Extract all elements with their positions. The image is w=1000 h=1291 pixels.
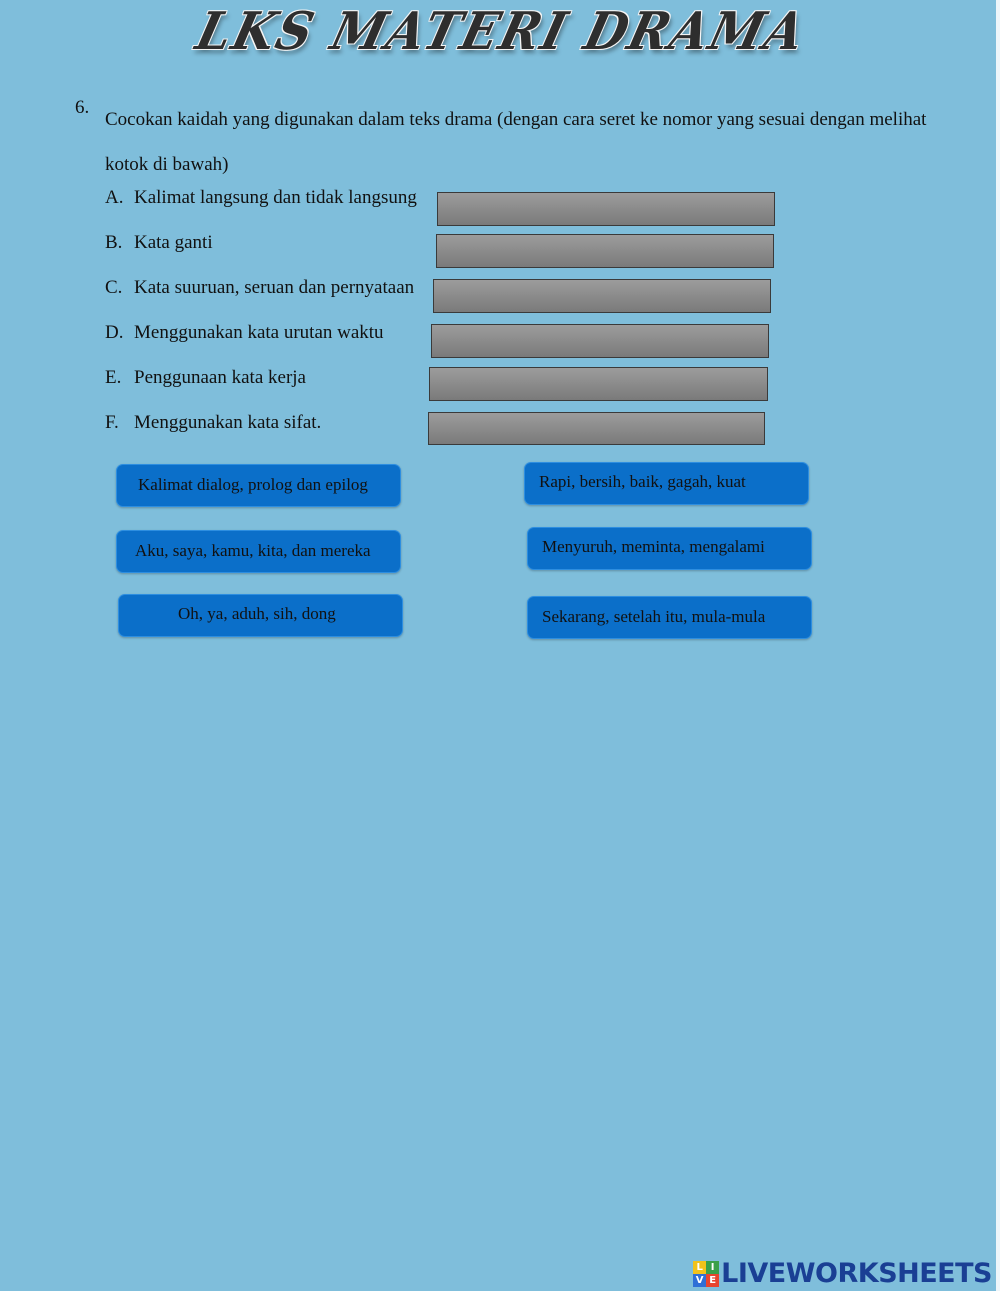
drop-box-b[interactable] [436, 234, 774, 268]
option-b [105, 232, 213, 254]
drop-box-a[interactable] [437, 192, 775, 226]
chip-label: Kalimat dialog, prolog dan epilog [138, 475, 368, 494]
drag-chip-dialog[interactable] [116, 464, 401, 507]
option-a [105, 187, 417, 209]
option-text: Kalimat langsung dan tidak langsung [134, 187, 417, 208]
drag-chip-pronouns[interactable] [116, 530, 401, 573]
liveworksheets-brand[interactable] [693, 1258, 992, 1289]
page-right-edge [996, 0, 1000, 1291]
drag-chip-time-order[interactable] [527, 596, 812, 639]
chip-label: Oh, ya, aduh, sih, dong [178, 604, 336, 623]
option-d [105, 322, 384, 344]
drop-box-c[interactable] [433, 279, 771, 313]
option-letter: A. [105, 187, 124, 208]
drop-box-e[interactable] [429, 367, 768, 401]
brand-text: LIVEWORKSHEETS [721, 1258, 992, 1289]
drag-chip-interjections[interactable] [118, 594, 403, 637]
option-letter: E. [105, 367, 122, 388]
chip-label: Rapi, bersih, baik, gagah, kuat [539, 472, 746, 491]
question-text: Cocokan kaidah yang digunakan dalam teks drama (dengan cara seret ke nomor yang sesuai dengan melihat kotok di bawah) [105, 109, 927, 175]
option-text: Menggunakan kata urutan waktu [134, 322, 384, 343]
option-c [105, 277, 414, 299]
option-text: Menggunakan kata sifat. [134, 412, 322, 433]
option-text: Penggunaan kata kerja [134, 367, 306, 388]
chip-label: Aku, saya, kamu, kita, dan mereka [135, 541, 371, 560]
page-title: LKS MATERI DRAMA [190, 1, 813, 62]
option-text: Kata suuruan, seruan dan pernyataan [134, 277, 415, 298]
option-letter: C. [105, 277, 123, 298]
option-f [105, 412, 321, 434]
option-e [105, 367, 306, 389]
option-letter: F. [105, 412, 119, 433]
chip-label: Sekarang, setelah itu, mula-mula [542, 607, 766, 626]
option-letter: B. [105, 232, 123, 253]
drop-box-d[interactable] [431, 324, 769, 358]
drop-box-f[interactable] [428, 412, 765, 445]
option-letter: D. [105, 322, 124, 343]
drag-chip-verbs[interactable] [527, 527, 812, 570]
chip-label: Menyuruh, meminta, mengalami [542, 537, 765, 556]
drag-chip-adjectives[interactable] [524, 462, 809, 505]
option-text: Kata ganti [134, 232, 213, 253]
liveworksheets-logo-icon: L I V E [693, 1261, 719, 1287]
question-number: 6. [75, 97, 90, 118]
